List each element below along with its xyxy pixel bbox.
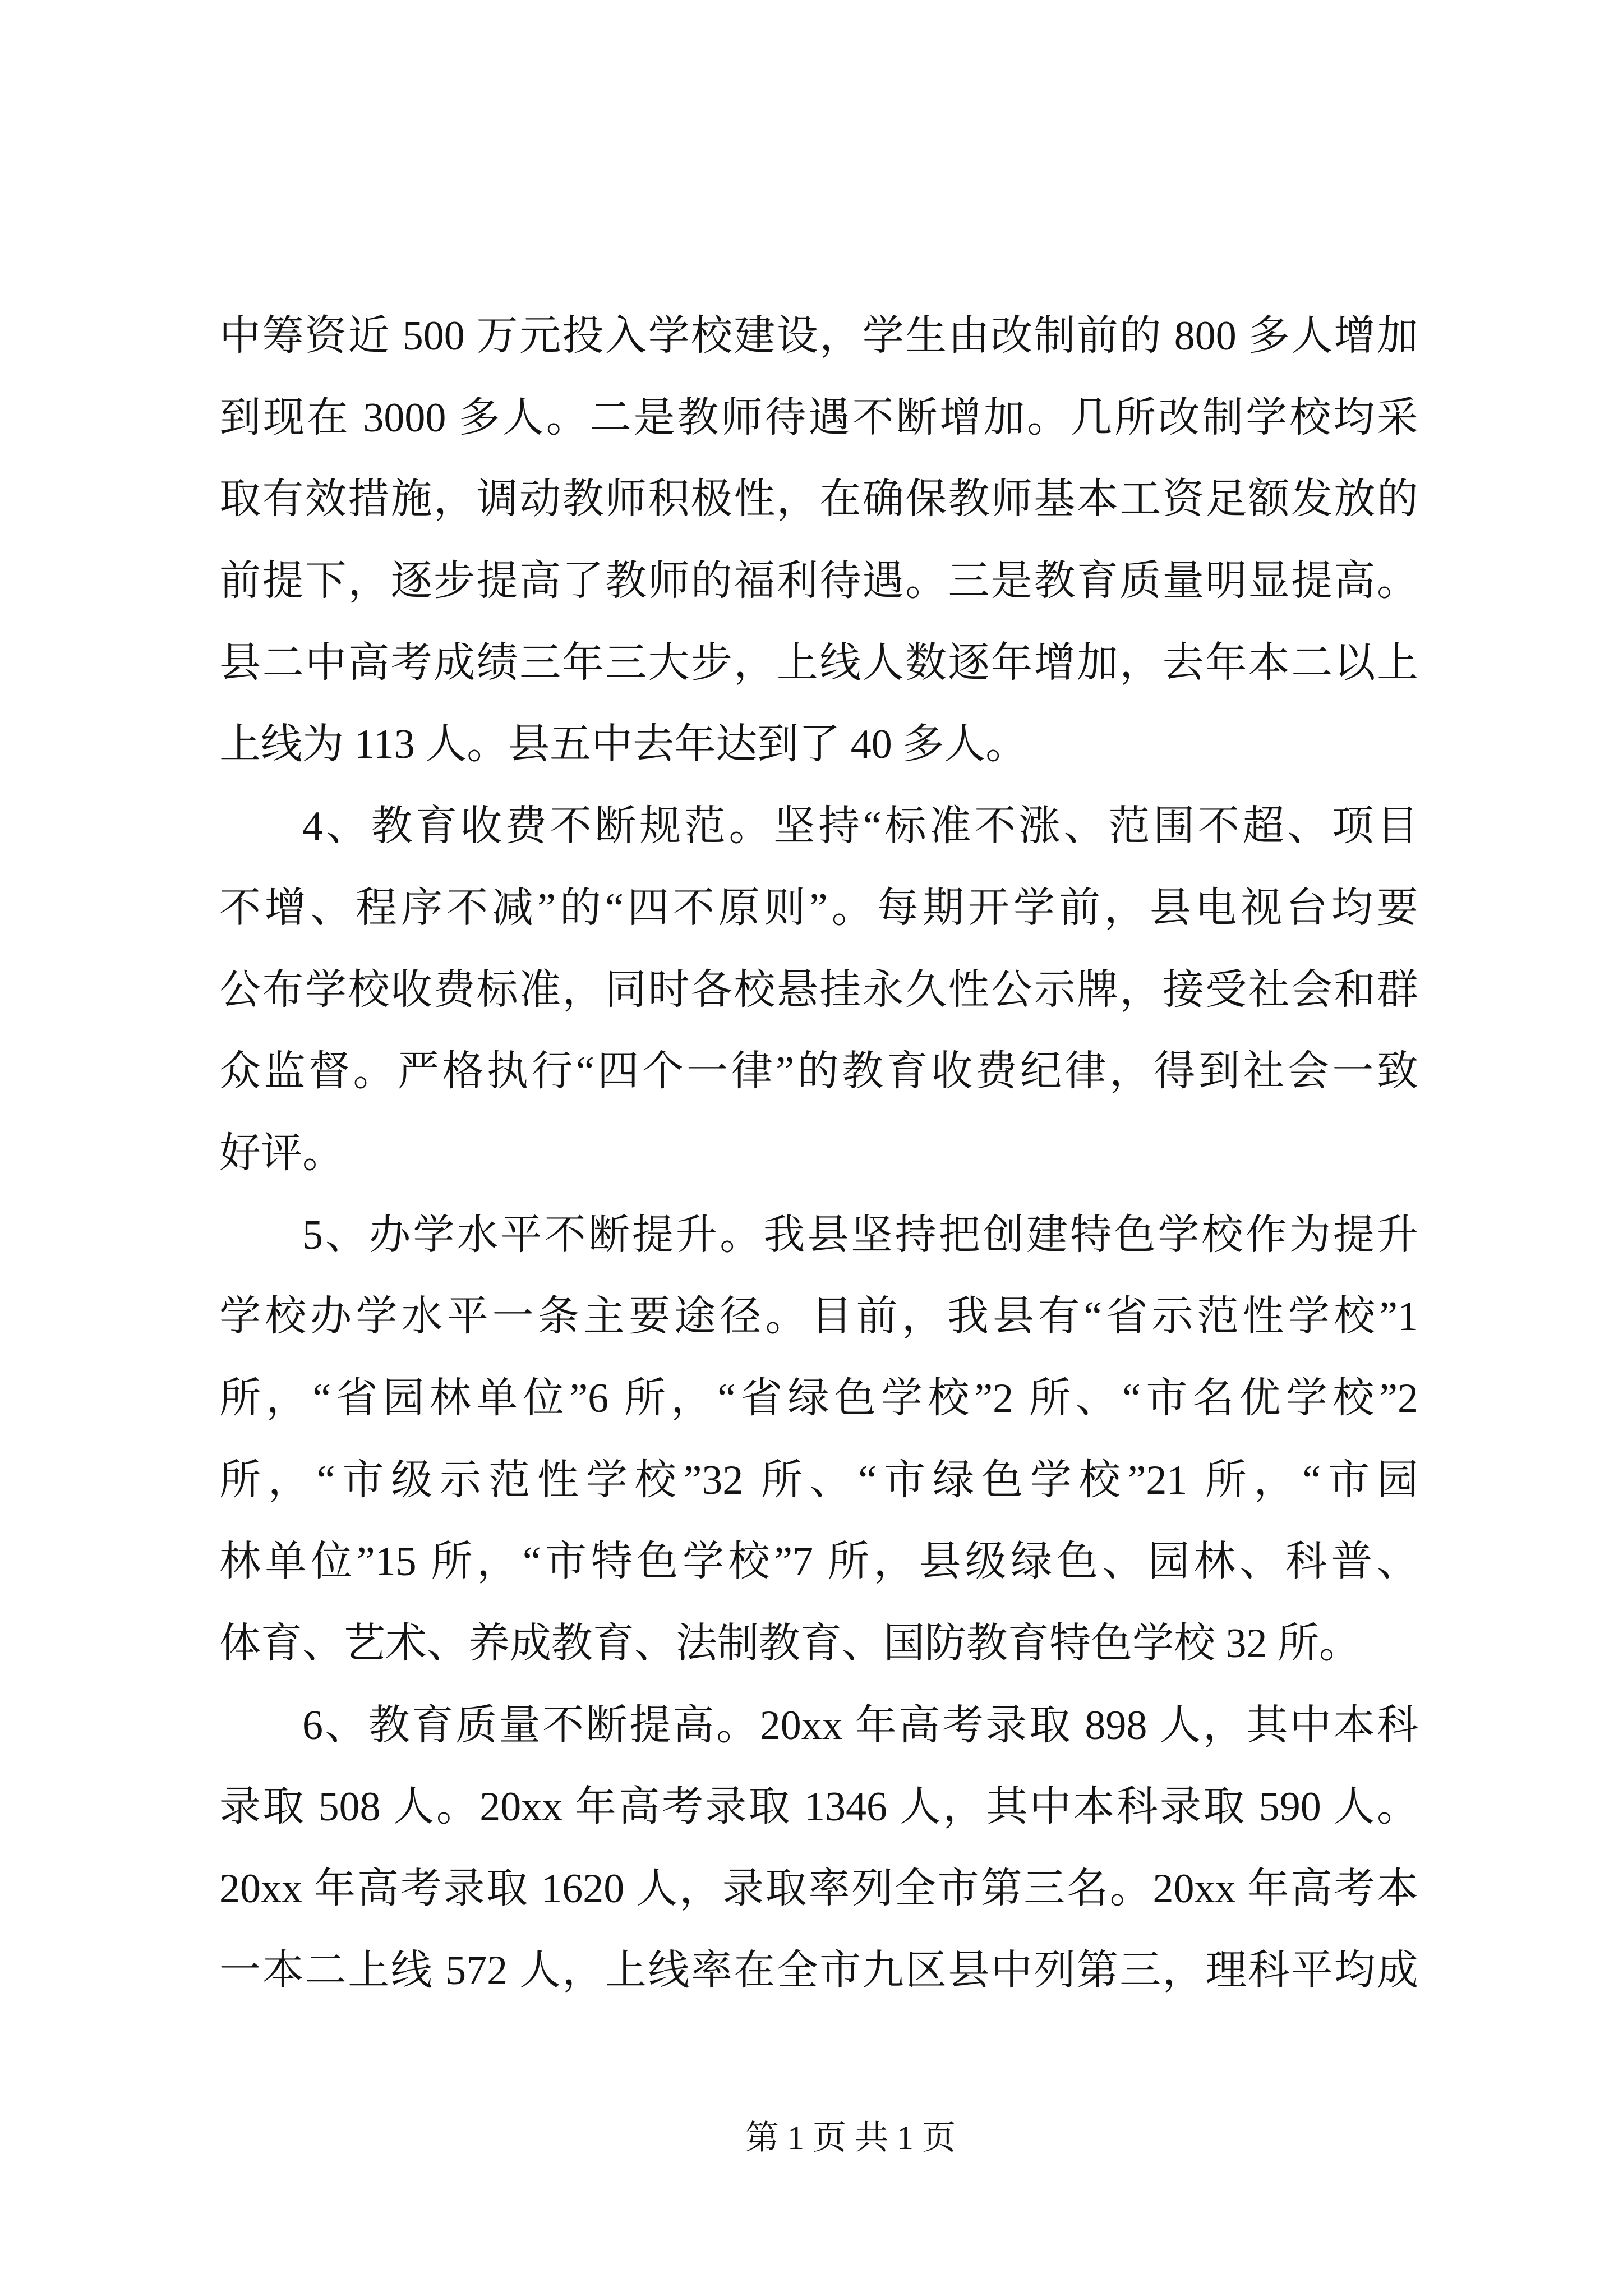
text-line: 林单位”15 所，“市特色学校”7 所，县级绿色、园林、科普、 [219,1539,1418,1585]
text-line: 到现在 3000 多人。二是教师待遇不断增加。几所改制学校均采 [219,394,1418,441]
text-line: 20xx 年高考录取 1620 人，录取率列全市第三名。20xx 年高考本 [219,1866,1418,1912]
text-line: 录取 508 人。20xx 年高考录取 1346 人，其中本科录取 590 人。 [219,1784,1418,1830]
text-line: 前提下，逐步提高了教师的福利待遇。三是教育质量明显提高。 [219,558,1418,605]
text-line: 好评。 [219,1130,344,1176]
text-line: 中筹资近 500 万元投入学校建设，学生由改制前的 800 多人增加 [219,313,1418,359]
text-line: 取有效措施，调动教师积极性，在确保教师基本工资足额发放的 [219,476,1418,523]
text-line: 不增、程序不减”的“四不原则”。每期开学前，县电视台均要 [219,885,1418,931]
page-number-footer: 第 1 页 共 1 页 [745,2119,956,2156]
paragraph-start-line: 5、办学水平不断提升。我县坚持把创建特色学校作为提升 [302,1212,1418,1258]
paragraph-start-line: 4、教育收费不断规范。坚持“标准不涨、范围不超、项目 [302,803,1418,850]
text-line: 体育、艺术、养成教育、法制教育、国防教育特色学校 32 所。 [219,1621,1361,1667]
text-line: 县二中高考成绩三年三大步，上线人数逐年增加，去年本二以上 [219,639,1418,686]
text-line: 公布学校收费标准，同时各校悬挂永久性公示牌，接受社会和群 [219,967,1418,1013]
text-line: 学校办学水平一条主要途径。目前，我县有“省示范性学校”1 [219,1294,1418,1340]
text-line: 上线为 113 人。县五中去年达到了 40 多人。 [219,721,1027,768]
text-line: 所，“市级示范性学校”32 所、“市绿色学校”21 所，“市园 [219,1457,1418,1503]
body-text [219,296,1418,2012]
text-line: 一本二上线 572 人，上线率在全市九区县中列第三，理科平均成 [219,1947,1418,1994]
paragraph-start-line: 6、教育质量不断提高。20xx 年高考录取 898 人，其中本科 [302,1702,1418,1749]
text-line: 所，“省园林单位”6 所，“省绿色学校”2 所、“市名优学校”2 [219,1375,1418,1421]
text-line: 众监督。严格执行“四个一律”的教育收费纪律，得到社会一致 [219,1048,1418,1095]
